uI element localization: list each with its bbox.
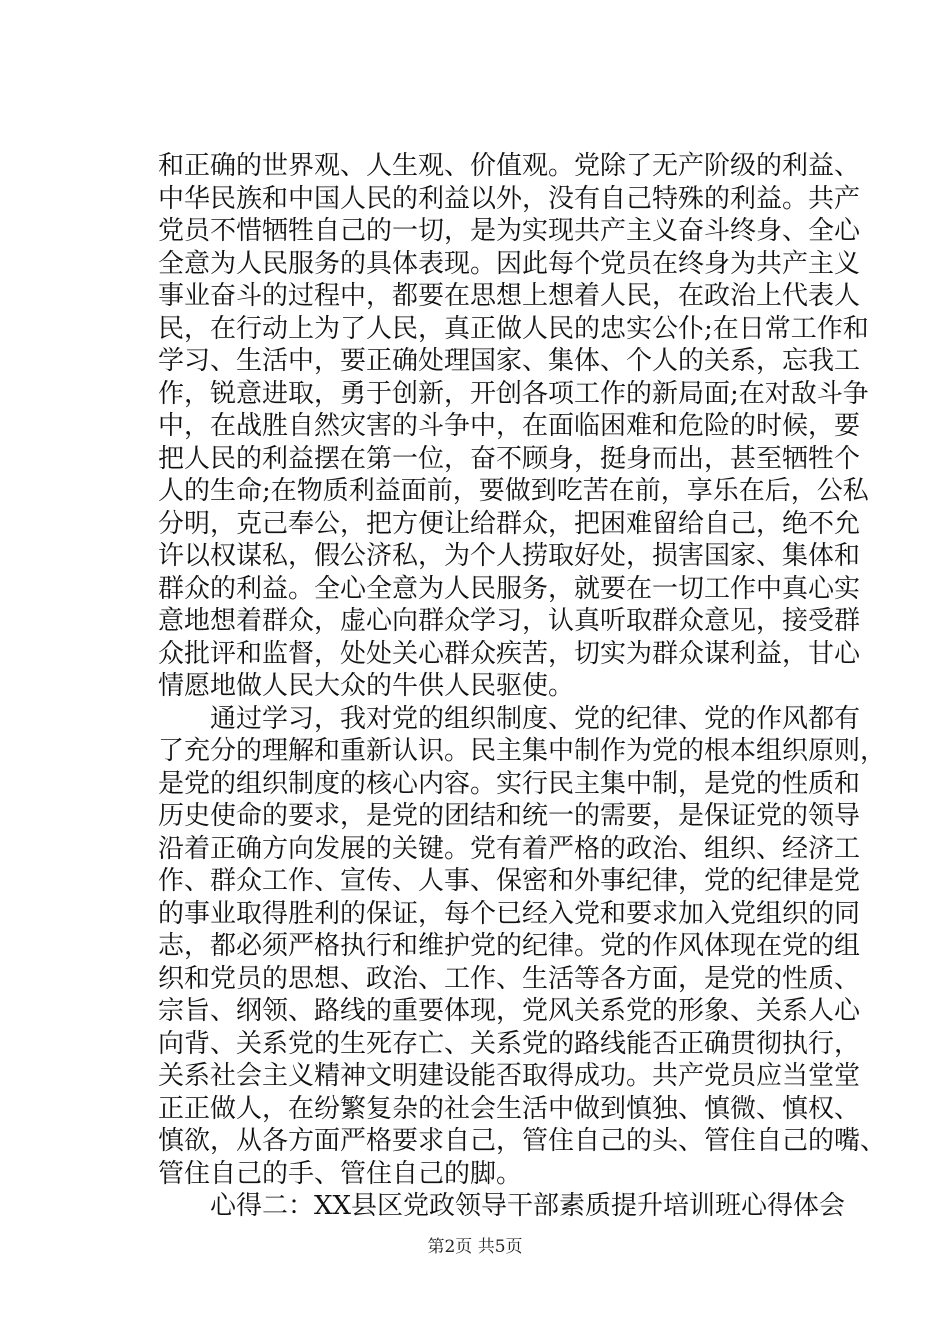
text-line: 把人民的利益摆在第一位，奋不顾身，挺身而出，甚至牺牲个 <box>158 443 861 474</box>
text-line: 通过学习，我对党的组织制度、党的纪律、党的作风都有 <box>158 703 861 734</box>
text-line: 向背、关系党的生死存亡、关系党的路线能否正确贯彻执行， <box>158 1028 861 1059</box>
text-line: 中，在战胜自然灾害的斗争中，在面临困难和危险的时候，要 <box>158 411 861 441</box>
text-line: 是党的组织制度的核心内容。实行民主集中制，是党的性质和 <box>158 768 861 799</box>
text-line: 事业奋斗的过程中，都要在思想上想着人民，在政治上代表人 <box>158 281 861 311</box>
text-line: 学习、生活中，要正确处理国家、集体、个人的关系，忘我工 <box>158 346 861 376</box>
text-line: 民，在行动上为了人民，真正做人民的忠实公仆;在日常工作和 <box>158 313 869 344</box>
text-line: 沿着正确方向发展的关键。党有着严格的政治、组织、经济工 <box>158 833 861 864</box>
text-line: 历史使命的要求，是党的团结和统一的需要，是保证党的领导 <box>158 801 861 831</box>
text-line: 许以权谋私，假公济私，为个人捞取好处，损害国家、集体和 <box>158 541 861 571</box>
text-line: 宗旨、纲领、路线的重要体现，党风关系党的形象、关系人心 <box>158 996 861 1026</box>
text-line: 人的生命;在物质利益面前，要做到吃苦在前，享乐在后，公私 <box>158 476 869 506</box>
text-line: 正正做人，在纷繁复杂的社会生活中做到慎独、慎微、慎权、 <box>158 1093 861 1124</box>
text-line: 关系社会主义精神文明建设能否取得成功。共产党员应当堂堂 <box>158 1061 861 1091</box>
page-number-footer: 第2页 共5页 <box>427 1237 523 1257</box>
text-line: 的事业取得胜利的保证，每个已经入党和要求加入党组织的同 <box>158 898 861 929</box>
text-line: 情愿地做人民大众的牛供人民驱使。 <box>158 671 575 701</box>
text-line: 众批评和监督，处处关心群众疾苦，切实为群众谋利益，甘心 <box>158 638 861 669</box>
body-text <box>158 150 887 1223</box>
text-line: 志，都必须严格执行和维护党的纪律。党的作风体现在党的组 <box>158 931 861 961</box>
text-line: 管住自己的手、管住自己的脚。 <box>158 1158 523 1189</box>
text-line: 作、群众工作、宣传、人事、保密和外事纪律，党的纪律是党 <box>158 866 861 896</box>
text-line: 织和党员的思想、政治、工作、生活等各方面，是党的性质、 <box>158 963 861 994</box>
text-line: 慎欲，从各方面严格要求自己，管住自己的头、管住自己的嘴、 <box>158 1126 887 1156</box>
text-line: 作，锐意进取，勇于创新，开创各项工作的新局面;在对敌斗争 <box>158 378 869 409</box>
text-line: 党员不惜牺牲自己的一切，是为实现共产主义奋斗终身、全心 <box>158 216 861 246</box>
text-line: 群众的利益。全心全意为人民服务，就要在一切工作中真心实 <box>158 573 861 604</box>
text-line: 全意为人民服务的具体表现。因此每个党员在终身为共产主义 <box>158 248 861 279</box>
text-line: 中华民族和中国人民的利益以外，没有自己特殊的利益。共产 <box>158 183 861 214</box>
text-line: 心得二：XX县区党政领导干部素质提升培训班心得体会 <box>158 1191 846 1221</box>
text-line: 和正确的世界观、人生观、价值观。党除了无产阶级的利益、 <box>158 151 861 181</box>
text-line: 了充分的理解和重新认识。民主集中制作为党的根本组织原则， <box>158 736 887 766</box>
text-line: 分明，克己奉公，把方便让给群众，把困难留给自己，绝不允 <box>158 508 861 539</box>
text-line: 意地想着群众，虚心向群众学习，认真听取群众意见，接受群 <box>158 606 861 636</box>
